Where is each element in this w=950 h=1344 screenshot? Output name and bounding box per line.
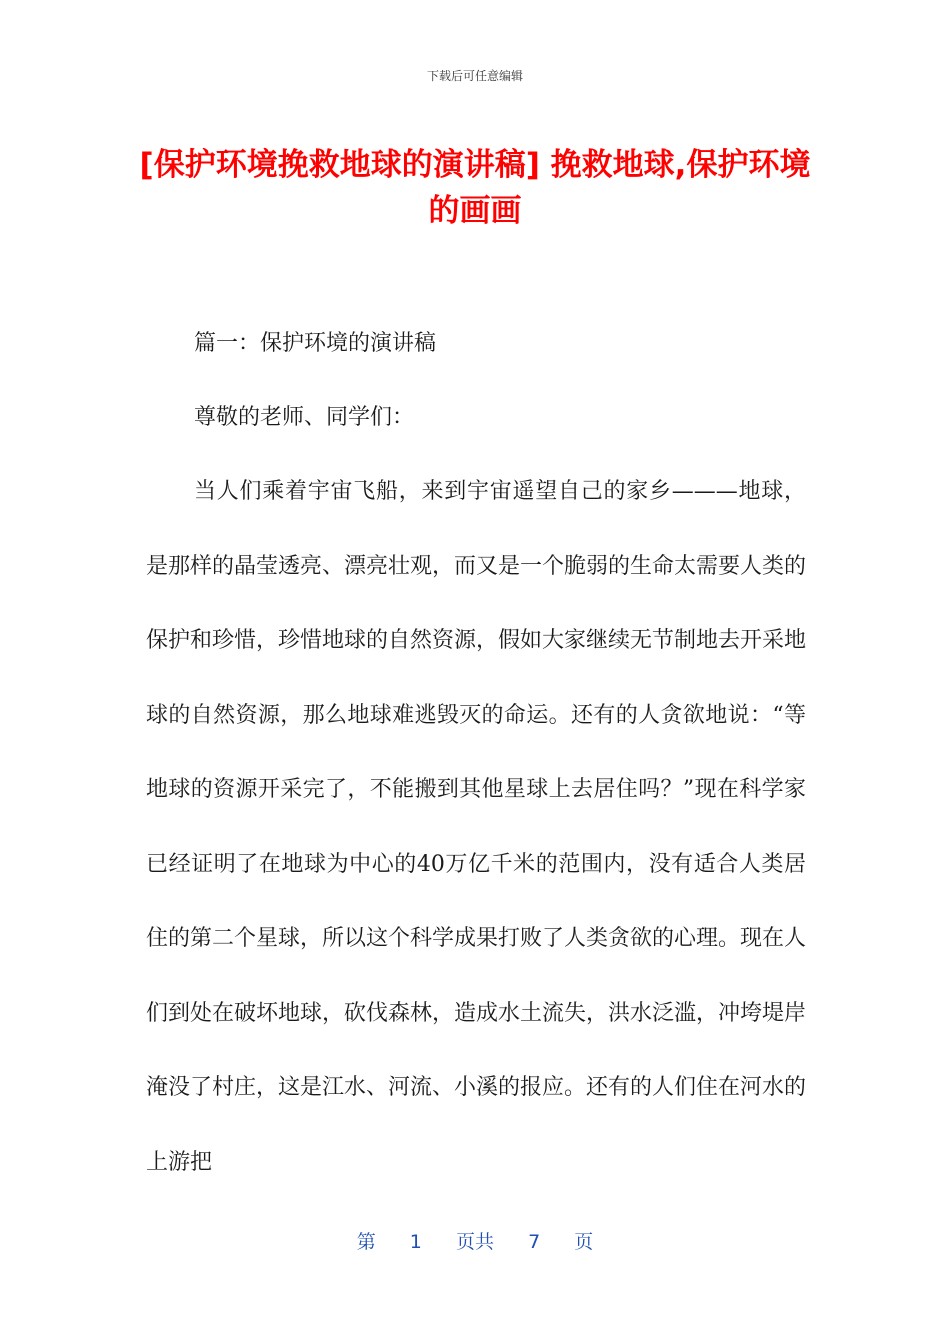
footer-page-prefix: 第 (356, 1231, 376, 1253)
footer-page-middle: 页共 (455, 1231, 494, 1253)
header-note: 下载后可任意编辑 (426, 69, 523, 83)
salutation: 尊敬的老师、同学们： (194, 405, 415, 430)
document-title: [保护环境挽救地球的演讲稿] 挽救地球,保护环境的画画 (139, 147, 811, 229)
section-heading: 篇一：保护环境的演讲稿 (194, 331, 437, 356)
footer-total-pages: 7 (528, 1231, 541, 1253)
footer-page-suffix: 页 (574, 1231, 594, 1253)
footer-page-number: 1 (409, 1231, 422, 1253)
page-footer (0, 1227, 950, 1254)
body-paragraph: 当人们乘着宇宙飞船，来到宇宙遥望自己的家乡———地球，是那样的晶莹透亮、漂亮壮观，而又是一个脆弱的生命太需要人类的保护和珍惜，珍惜地球的自然资源，假如大家继续无节制地去开采地球的自然资源，那么地球难逃毁灭的命运。还有的人贪欲地说：“等地球的资源开采完了，不能搬到其他星球上去居住吗？”现在科学家已经证明了在地球为中心的40万亿千米的范围内，没有适合人类居住的第二个星球，所以这个科学成果打败了人类贪欲的心理。现在人们到处在破坏地球，砍伐森林，造成水土流失，洪水泛滥，冲垮堤岸淹没了村庄，这是江水、河流、小溪的报应。还有的人们住在河水的上游把 (146, 479, 807, 1175)
